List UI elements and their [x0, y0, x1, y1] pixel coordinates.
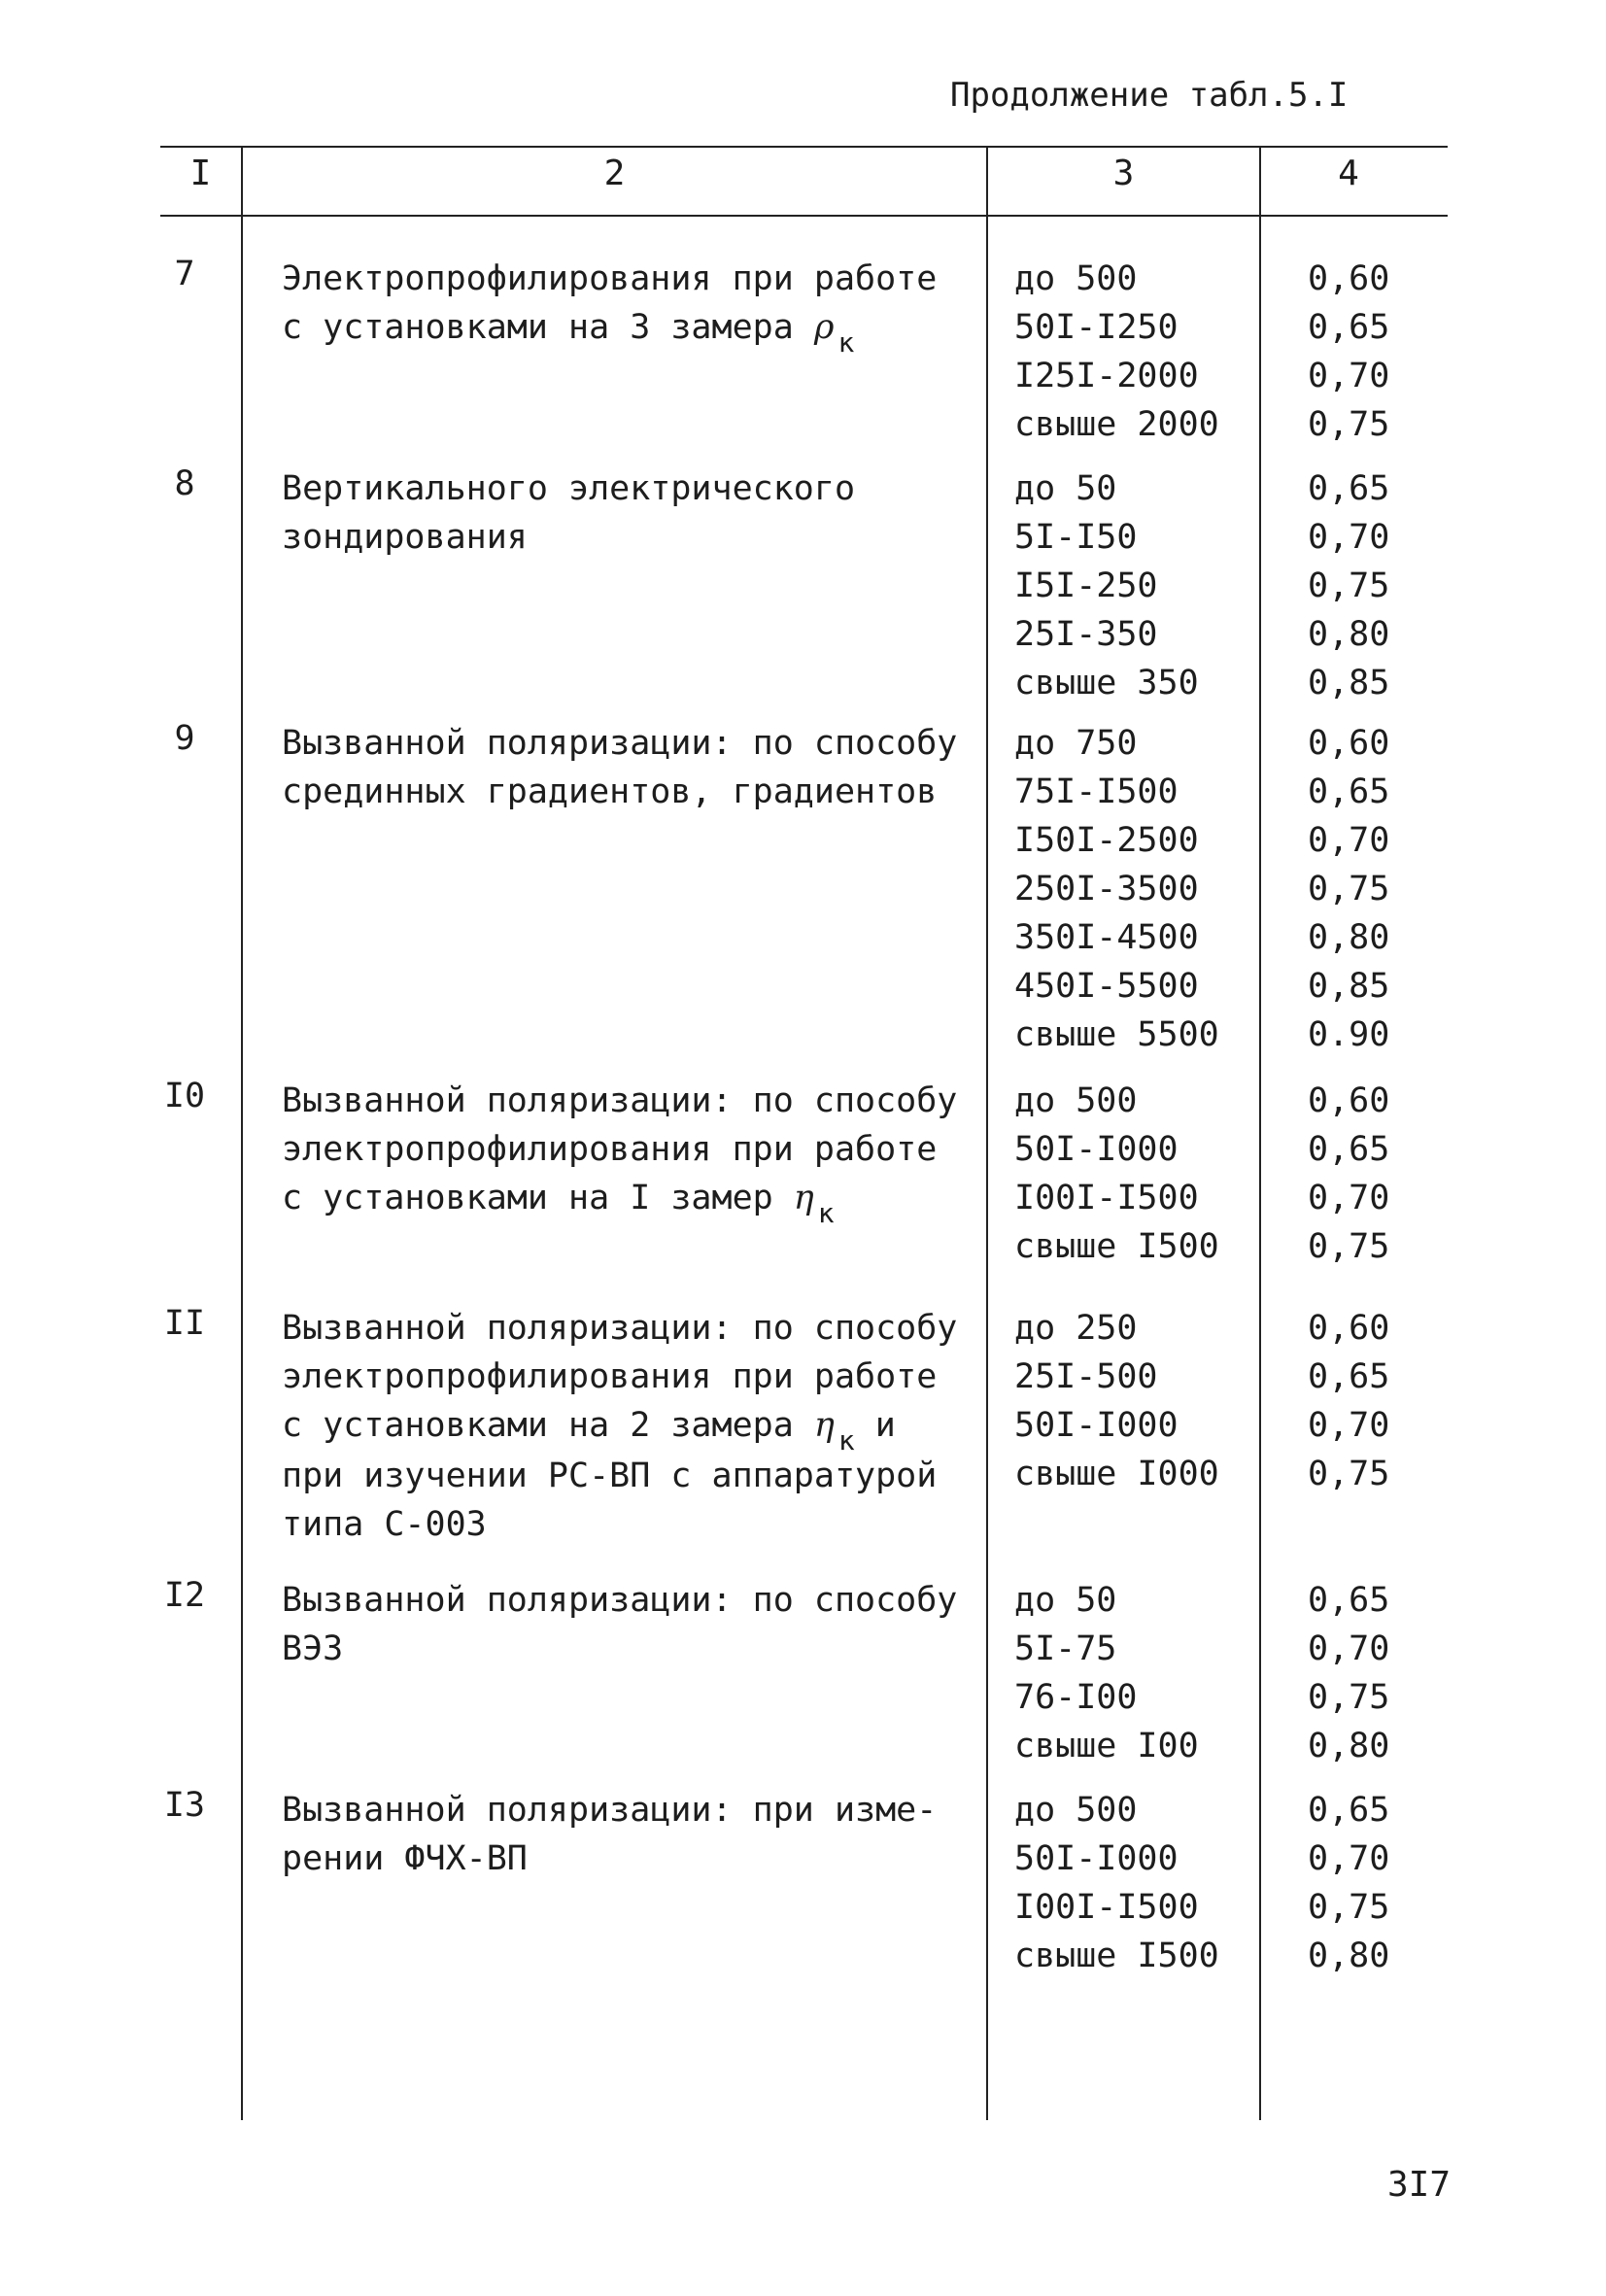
coefficient-value: 0,65	[1308, 308, 1390, 347]
coefficient-value: 0,75	[1308, 1455, 1390, 1493]
page-number: 3I7	[1387, 2165, 1452, 2205]
range-cell	[1014, 1304, 1219, 1498]
range-value: I5I-250	[1014, 566, 1158, 605]
row-number: 8	[174, 464, 195, 503]
row-description	[282, 464, 981, 562]
description-text: с установками на 3 замера	[282, 308, 814, 347]
description-text: при изучении РС-ВП с аппаратурой	[282, 1456, 938, 1495]
coefficient-value: 0,75	[1308, 566, 1390, 605]
row-number: I0	[163, 1077, 206, 1115]
coefficient-value: 0,75	[1308, 1888, 1390, 1927]
description-text: типа С-003	[282, 1505, 487, 1544]
description-line	[282, 1452, 981, 1500]
coefficient-value: 0,75	[1308, 870, 1390, 908]
range-cell	[1014, 1576, 1199, 1770]
range-value: 75I-I500	[1014, 772, 1179, 811]
description-line	[282, 1625, 981, 1673]
range-value: свыше I00	[1014, 1727, 1199, 1765]
description-text: Вызванной поляризации: по способу	[282, 1081, 958, 1120]
coefficient-value: 0,70	[1308, 1629, 1390, 1668]
description-line	[282, 303, 981, 359]
description-text: электропрофилирования при работе	[282, 1357, 938, 1396]
range-value: 50I-I250	[1014, 308, 1179, 347]
coefficient-value: 0,65	[1308, 1130, 1390, 1169]
coefficient-value: 0,65	[1308, 772, 1390, 811]
description-text: с установками на I замер	[282, 1179, 794, 1217]
coefficient-value: 0,60	[1308, 1081, 1390, 1120]
row-number: 7	[174, 255, 195, 293]
coefficient-value: 0,85	[1308, 967, 1390, 1006]
header-col-4: 4	[1338, 154, 1359, 193]
coefficient-cell	[1308, 255, 1389, 449]
range-value: 50I-I000	[1014, 1839, 1179, 1878]
coefficient-value: 0,80	[1308, 1936, 1390, 1975]
coefficient-value: 0,85	[1308, 664, 1390, 703]
header-col-3: 3	[1112, 154, 1135, 193]
table-top-rule	[160, 146, 1448, 148]
range-value: свыше I500	[1014, 1227, 1219, 1266]
description-line	[282, 1125, 981, 1174]
row-description	[282, 255, 981, 359]
description-text: Вызванной поляризации: по способу	[282, 724, 958, 763]
coefficient-value: 0,80	[1308, 615, 1390, 654]
coefficient-value: 0,70	[1308, 1839, 1390, 1878]
range-cell	[1014, 255, 1219, 449]
description-text: ВЭЗ	[282, 1629, 344, 1668]
range-value: до 250	[1014, 1309, 1138, 1348]
coefficient-cell	[1308, 1576, 1389, 1770]
header-bottom-rule	[160, 215, 1448, 217]
range-value: I00I-I500	[1014, 1888, 1199, 1927]
column-divider-2	[986, 146, 988, 2120]
symbol: η	[813, 1406, 835, 1445]
description-text: Вызванной поляризации: по способу	[282, 1309, 958, 1348]
coefficient-value: 0,75	[1308, 1227, 1390, 1266]
row-description	[282, 1576, 981, 1673]
description-line	[282, 1401, 981, 1456]
coefficient-value: 0,65	[1308, 1581, 1390, 1620]
coefficient-value: 0,65	[1308, 1791, 1390, 1830]
symbol-subscript: к	[837, 1424, 855, 1456]
description-line	[282, 464, 981, 513]
description-text: Вызванной поляризации: по способу	[282, 1581, 958, 1620]
range-cell	[1014, 464, 1199, 707]
description-text: Вертикального электрического	[282, 469, 856, 508]
range-cell	[1014, 1786, 1219, 1980]
range-value: 50I-I000	[1014, 1406, 1179, 1445]
row-description	[282, 1304, 981, 1549]
coefficient-cell	[1308, 1304, 1389, 1498]
range-value: свыше I000	[1014, 1455, 1219, 1493]
symbol-subscript: к	[817, 1197, 835, 1229]
symbol: ρ	[813, 308, 835, 347]
coefficient-value: 0,80	[1308, 918, 1390, 957]
description-text: срединных градиентов, градиентов	[282, 772, 938, 811]
description-text: зондирования	[282, 518, 528, 557]
range-value: 5I-I50	[1014, 518, 1138, 557]
description-suffix: и	[854, 1406, 896, 1445]
description-line	[282, 1576, 981, 1625]
coefficient-cell	[1308, 464, 1389, 707]
description-line	[282, 255, 981, 303]
range-value: 350I-4500	[1014, 918, 1199, 957]
coefficient-value: 0.90	[1308, 1015, 1390, 1054]
symbol: η	[793, 1179, 814, 1217]
coefficient-value: 0,60	[1308, 1309, 1390, 1348]
range-value: до 50	[1014, 469, 1117, 508]
row-description	[282, 1786, 981, 1883]
range-value: 25I-350	[1014, 615, 1158, 654]
range-value: до 500	[1014, 1791, 1138, 1830]
column-divider-3	[1259, 146, 1261, 2120]
coefficient-cell	[1308, 1077, 1389, 1271]
range-value: до 500	[1014, 1081, 1138, 1120]
coefficient-value: 0,70	[1308, 357, 1390, 395]
range-value: свыше 2000	[1014, 405, 1219, 444]
coefficient-cell	[1308, 1786, 1389, 1980]
description-line	[282, 768, 981, 816]
description-line	[282, 1077, 981, 1125]
description-text: рении ФЧХ-ВП	[282, 1839, 528, 1878]
range-value: до 500	[1014, 259, 1138, 298]
coefficient-value: 0,70	[1308, 1406, 1390, 1445]
table-caption: Продолжение табл.5.I	[950, 76, 1349, 115]
range-value: 250I-3500	[1014, 870, 1199, 908]
description-line	[282, 1500, 981, 1549]
description-line	[282, 719, 981, 768]
range-value: до 50	[1014, 1581, 1117, 1620]
description-line	[282, 513, 981, 562]
coefficient-value: 0,60	[1308, 259, 1390, 298]
range-cell	[1014, 1077, 1219, 1271]
coefficient-value: 0,70	[1308, 518, 1390, 557]
description-line	[282, 1786, 981, 1834]
row-description	[282, 1077, 981, 1229]
description-line	[282, 1834, 981, 1883]
range-value: I50I-2500	[1014, 821, 1199, 860]
description-text: Электропрофилирования при работе	[282, 259, 938, 298]
row-number: I2	[163, 1576, 206, 1615]
description-text: электропрофилирования при работе	[282, 1130, 938, 1169]
row-number: I3	[163, 1786, 206, 1825]
row-number: 9	[174, 719, 195, 758]
coefficient-value: 0,70	[1308, 821, 1390, 860]
description-line	[282, 1304, 981, 1353]
description-text: с установками на 2 замера	[282, 1406, 814, 1445]
header-col-2: 2	[603, 154, 626, 193]
row-description	[282, 719, 981, 816]
range-value: 450I-5500	[1014, 967, 1199, 1006]
coefficient-value: 0,65	[1308, 1357, 1390, 1396]
coefficient-value: 0,75	[1308, 1678, 1390, 1717]
coefficient-value: 0,75	[1308, 405, 1390, 444]
header-col-1: I	[189, 154, 212, 193]
range-value: до 750	[1014, 724, 1138, 763]
range-value: I25I-2000	[1014, 357, 1199, 395]
range-value: свыше 350	[1014, 664, 1199, 703]
coefficient-value: 0,60	[1308, 724, 1390, 763]
range-value: I00I-I500	[1014, 1179, 1199, 1217]
coefficient-value: 0,80	[1308, 1727, 1390, 1765]
range-value: 50I-I000	[1014, 1130, 1179, 1169]
range-value: свыше 5500	[1014, 1015, 1219, 1054]
range-value: свыше I500	[1014, 1936, 1219, 1975]
coefficient-cell	[1308, 719, 1389, 1059]
description-line	[282, 1174, 981, 1229]
row-number: II	[163, 1304, 206, 1343]
range-value: 25I-500	[1014, 1357, 1158, 1396]
description-line	[282, 1353, 981, 1401]
range-value: 76-I00	[1014, 1678, 1138, 1717]
coefficient-value: 0,65	[1308, 469, 1390, 508]
coefficient-value: 0,70	[1308, 1179, 1390, 1217]
range-value: 5I-75	[1014, 1629, 1117, 1668]
symbol-subscript: к	[837, 326, 855, 359]
description-text: Вызванной поляризации: при изме-	[282, 1791, 938, 1830]
column-divider-1	[241, 146, 243, 2120]
range-cell	[1014, 719, 1219, 1059]
